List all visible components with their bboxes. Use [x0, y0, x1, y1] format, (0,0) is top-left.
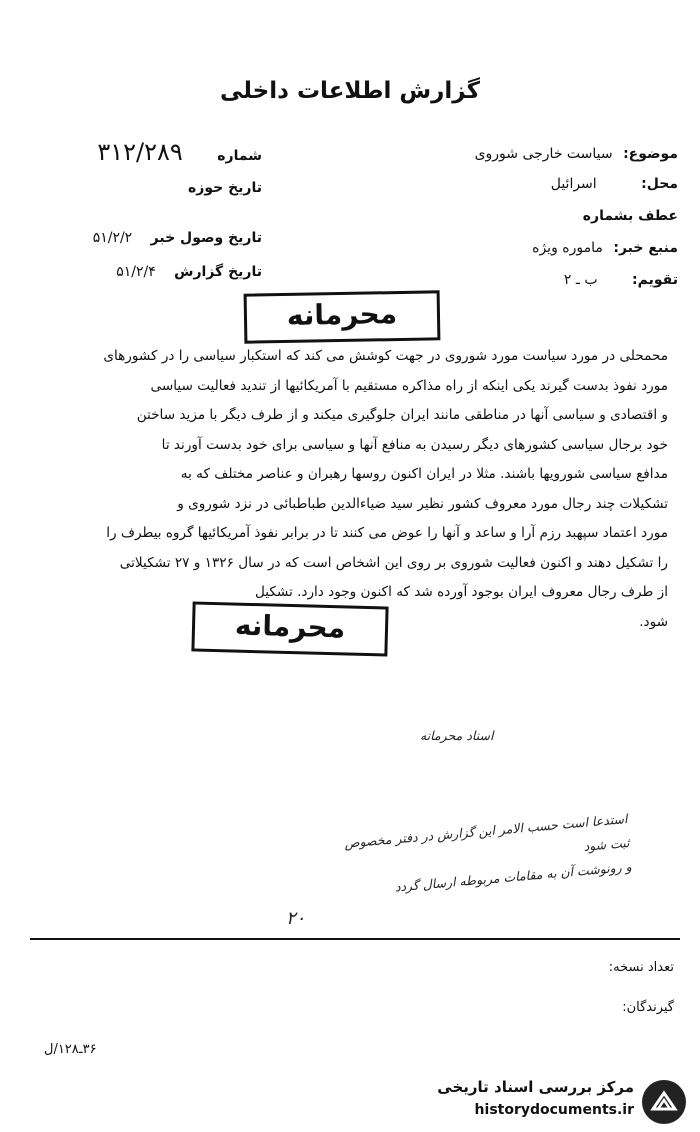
footer-divider [30, 938, 680, 940]
watermark-logo [414, 1076, 686, 1128]
copies-label: تعداد نسخه: [608, 960, 674, 975]
body-line: را تشکیل دهند و اکنون فعالیت شوروی بر روی این اشخاص است که در سال ۱۳۲۶ و ۲۷ تشکیلاتی [119, 554, 668, 571]
annotation-line-1: استدعا است حسب الامر این گزارش در دفتر مخصوص ثبت شود [343, 811, 631, 854]
report-date-label: تاریخ گزارش [174, 264, 262, 280]
recipients-label: گیرندگان: [622, 1000, 674, 1015]
receipt-date-label: تاریخ وصول خبر [150, 230, 262, 246]
number-row [52, 138, 262, 166]
location-label: محل: [641, 176, 678, 192]
source-label: منبع خبر: [613, 240, 678, 256]
date-row [52, 180, 262, 196]
body-line: محمحلی در مورد سیاست مورد شوروی در جهت کوشش می کند که استکبار سیاسی را در کشورهای [103, 348, 668, 364]
handwritten-annotation [327, 807, 632, 905]
number-label: شماره [217, 148, 262, 164]
report-date-value: ۵۱/۲/۴ [116, 264, 156, 280]
subject-value: سیاست خارجی شوروی [474, 146, 613, 162]
subject-row [475, 146, 678, 162]
receipt-date-row [44, 230, 262, 246]
annotation-mark: ۲۰ [286, 908, 306, 929]
attachment-label: عطف بشماره [582, 208, 678, 224]
attachment-row [583, 208, 678, 224]
location-row [551, 176, 678, 192]
source-row [532, 240, 678, 256]
evaluation-row [564, 272, 678, 288]
body-line: مورد اعتماد سپهبد رزم آرا و ساعد و آنها را عوض می کنند تا در برابر نفوذ آمریکائیها گروه بیطرف را [106, 525, 668, 541]
body-line: شود. [639, 613, 668, 630]
number-value: ۳۱۲/۲۸۹ [97, 138, 183, 166]
watermark-website: historydocuments.ir [474, 1102, 634, 1118]
confidential-stamp-bottom: محرمانه [191, 601, 388, 656]
source-value: ماموره ویژه [532, 240, 603, 256]
form-code: ۳۶ـ۱۲۸/ل [44, 1042, 97, 1057]
archive-logo-icon [642, 1080, 686, 1124]
location-value: اسرائیل [550, 176, 597, 192]
watermark-org-name: مرکز بررسی اسناد تاریخی [437, 1078, 634, 1096]
body-line: تشکیلات چند رجال مورد معروف کشور نظیر سید ضیاءالدین طباطبائی در نزد شوروی و [177, 495, 668, 512]
date-label: تاریخ حوزه [188, 180, 262, 196]
annotation-line-2: و رونوشت آن به مقامات مربوطه ارسال گردد [394, 858, 633, 895]
body-line: و اقتصادی و سیاسی آنها در مناطقی مانند ایران جلوگیری میکند و از طرف دیگر با مزید ساختن [136, 407, 668, 423]
document-title: گزارش اطلاعات داخلی [220, 78, 480, 104]
body-line: مدافع سیاسی شورویها باشند. مثلا در ایران اکنون روسها رهبران و عناصر مختلف که به [180, 466, 668, 482]
evaluation-label: تقویم: [632, 272, 678, 288]
signature-initial: اسناد محرمانه [420, 728, 494, 743]
report-body [26, 342, 668, 637]
receipt-date-value: ۵۱/۲/۲ [92, 230, 133, 246]
body-line: مورد نفوذ بدست گیرند یکی اینکه از راه مذاکره مستقیم با آمریکائیها از تندید فعالیت سیاسی [150, 377, 668, 394]
confidential-stamp-top: محرمانه [244, 290, 441, 343]
body-line: خود برجال سیاسی کشورهای دیگر رسیدن به منافع آنها و سیاسی برای خود بدست آورند تا [161, 436, 668, 453]
subject-label: موضوع: [623, 146, 678, 162]
report-date-row [44, 264, 262, 280]
evaluation-value: ب ـ ۲ [563, 272, 598, 288]
body-line: از طرف رجال معروف ایران بوجود آورده شد که اکنون وجود دارد. تشکیل [254, 584, 668, 600]
